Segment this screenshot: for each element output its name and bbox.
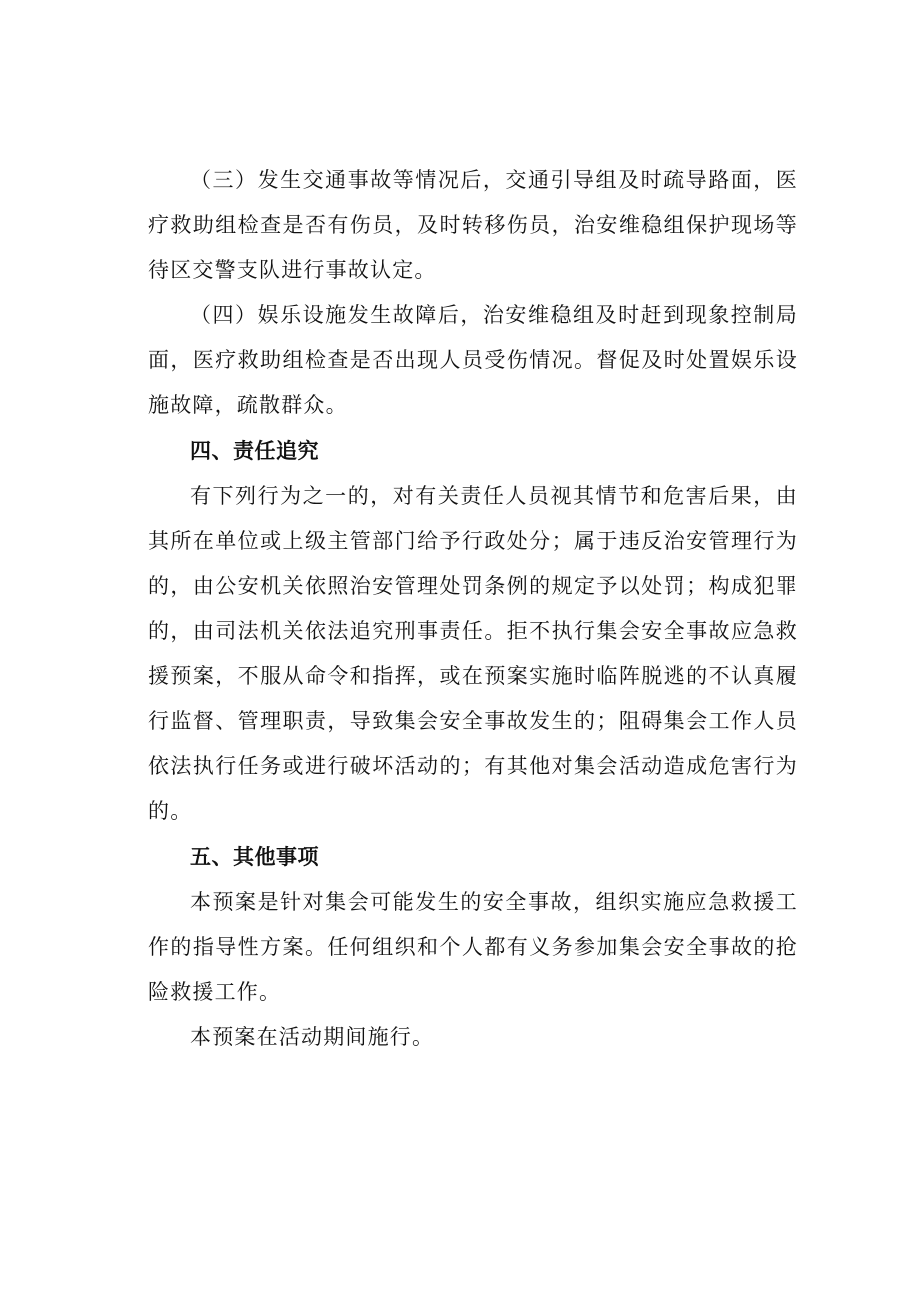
paragraph-facility-failure: （四）娱乐设施发生故障后，治安维稳组及时赶到现象控制局面，医疗救助组检查是否出现人员受伤情况。督促及时处置娱乐设施故障，疏散群众。 — [148, 303, 798, 417]
document-body — [148, 158, 798, 1060]
section-heading-other-matters: 五、其他事项 — [190, 845, 319, 869]
paragraph-traffic-accident: （三）发生交通事故等情况后，交通引导组及时疏导路面，医疗救助组检查是否有伤员，及时转移伤员，治安维稳组保护现场等待区交警支队进行事故认定。 — [148, 168, 798, 282]
section-heading-accountability: 四、责任追究 — [190, 439, 319, 463]
paragraph-accountability: 有下列行为之一的，对有关责任人员视其情节和危害后果，由其所在单位或上级主管部门给予行政处分；属于违反治安管理行为的，由公安机关依照治安管理处罚条例的规定予以处罚；构成犯罪的，由司法机关依法追究刑事责任。拒不执行集会安全事故应急救援预案，不服从命令和指挥，或在预案实施时临阵脱逃的不认真履行监督、管理职责，导致集会安全事故发生的；阻碍集会工作人员依法执行任务或进行破坏活动的；有其他对集会活动造成危害行为的。 — [148, 484, 798, 823]
paragraph-plan-purpose: 本预案是针对集会可能发生的安全事故，组织实施应急救援工作的指导性方案。任何组织和个人都有义务参加集会安全事故的抢险救援工作。 — [148, 890, 798, 1004]
paragraph-effective-period: 本预案在活动期间施行。 — [190, 1025, 435, 1049]
